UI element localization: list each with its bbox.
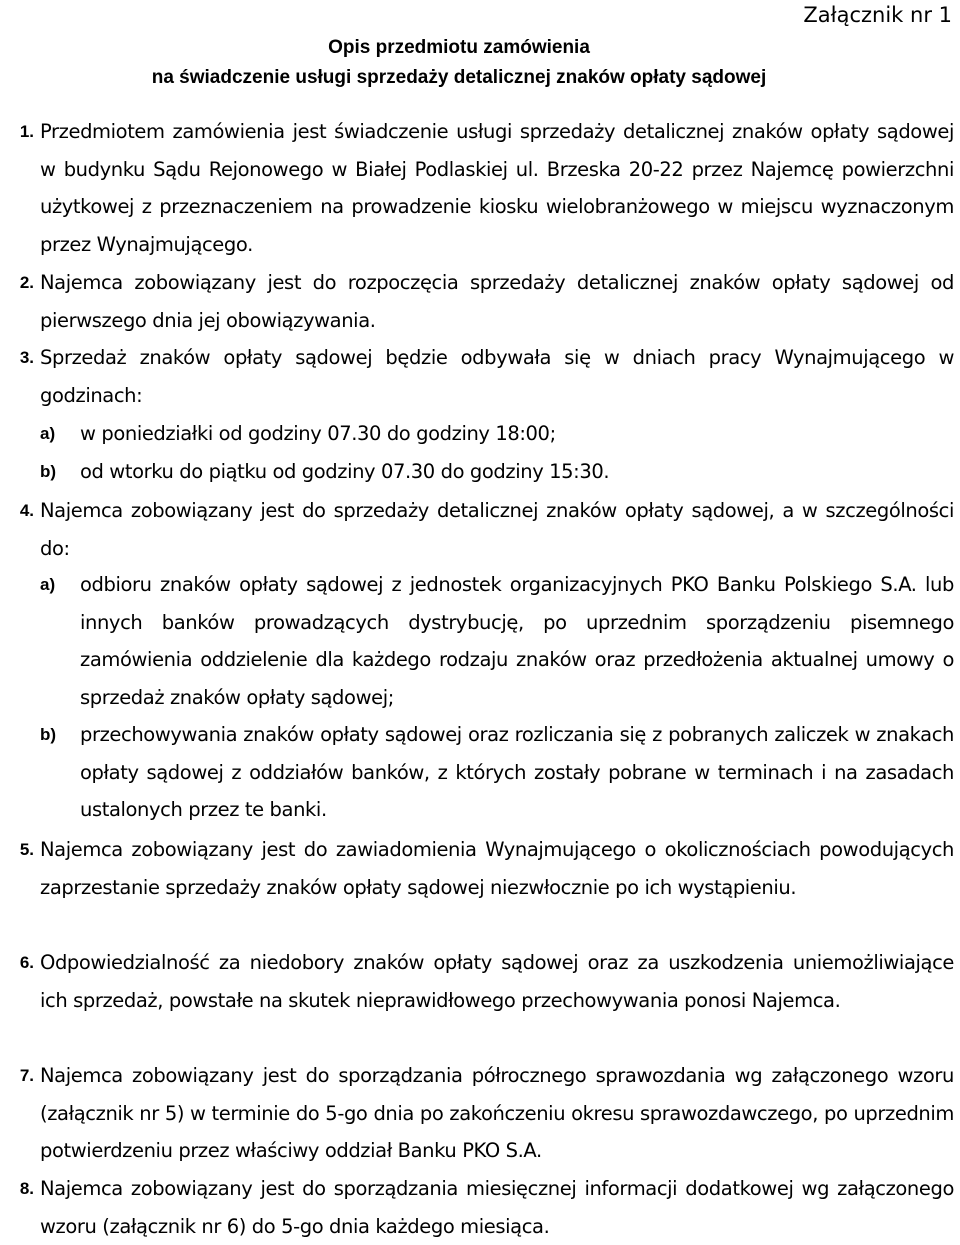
sub-item-label: b) — [40, 725, 57, 744]
sub-item-text: od wtorku do piątku od godziny 07.30 do godziny 15:30. — [80, 460, 610, 483]
item-number: 6. — [19, 953, 34, 972]
item-number: 2. — [19, 273, 34, 292]
item-text: Najemca zobowiązany jest do sprzedaży detalicznej znaków opłaty sądowej, a w szczególności do: — [40, 499, 954, 560]
item-number: 8. — [19, 1179, 34, 1198]
item-text: Najemca zobowiązany jest do rozpoczęcia sprzedaży detalicznej znaków opłaty sądowej od pierwszego dnia jej obowiązywania. — [40, 271, 954, 332]
document-title-line2: na świadczenie usługi sprzedaży detalicznej znaków opłaty sądowej — [151, 67, 767, 88]
item-number: 4. — [19, 501, 34, 520]
item-text: Odpowiedzialność za niedobory znaków opłaty sądowej oraz za uszkodzenia uniemożliwiające ich sprzedaż, powstałe na skutek nieprawidłowego przechowywania ponosi Najemca. — [40, 951, 954, 1012]
item-number: 1. — [19, 122, 34, 141]
item-number: 5. — [19, 840, 34, 859]
sub-item-text: przechowywania znaków opłaty sądowej oraz rozliczania się z pobranych zaliczek w znakach opłaty sądowej z oddziałów banków, z których zostały pobrane w terminach i na zasadach ustalonych przez te banki. — [80, 723, 954, 822]
item-text: Najemca zobowiązany jest do sporządzania półrocznego sprawozdania wg załączonego wzoru (załącznik nr 5) w terminie do 5-go dnia po zakończeniu okresu sprawozdawczego, po uprzednim potwierdzeniu przez właściwy oddział Banku PKO S.A. — [40, 1064, 954, 1163]
item-text: Najemca zobowiązany jest do zawiadomienia Wynajmującego o okolicznościach powodujących zaprzestanie sprzedaży znaków opłaty sądowej niezwłocznie po ich wystąpieniu. — [40, 838, 954, 899]
sub-item-label: a) — [40, 424, 56, 443]
sub-item-label: b) — [40, 462, 57, 481]
item-number: 7. — [19, 1066, 34, 1085]
item-text: Najemca zobowiązany jest do sporządzania miesięcznej informacji dodatkowej wg załączonego wzoru (załącznik nr 6) do 5-go dnia każdego miesiąca. — [40, 1177, 954, 1238]
annex-label: Załącznik nr 1 — [803, 3, 952, 27]
sub-item-label: a) — [40, 575, 56, 594]
item-text: Przedmiotem zamówienia jest świadczenie usługi sprzedaży detalicznej znaków opłaty sądowej w budynku Sądu Rejonowego w Białej Podlaskiej ul. Brzeska 20-22 przez Najemcę powierzchni użytkowej z przeznaczeniem na prowadzenie kiosku wielobranżowego w miejscu wyznaczonym przez Wynajmującego. — [40, 120, 954, 256]
document-title-line1: Opis przedmiotu zamówienia — [328, 37, 590, 58]
sub-item-text: w poniedziałki od godziny 07.30 do godziny 18:00; — [80, 422, 556, 445]
item-text: Sprzedaż znaków opłaty sądowej będzie odbywała się w dniach pracy Wynajmującego w godzinach: — [40, 346, 954, 407]
sub-item-text: odbioru znaków opłaty sądowej z jednostek organizacyjnych PKO Banku Polskiego S.A. lub innych banków prowadzących dystrybucję, po uprzednim sporządzeniu pisemnego zamówienia oddzielenie dla każdego rodzaju znaków oraz przedłożenia aktualnej umowy o sprzedaż znaków opłaty sądowej; — [80, 573, 954, 709]
item-number: 3. — [19, 348, 34, 367]
